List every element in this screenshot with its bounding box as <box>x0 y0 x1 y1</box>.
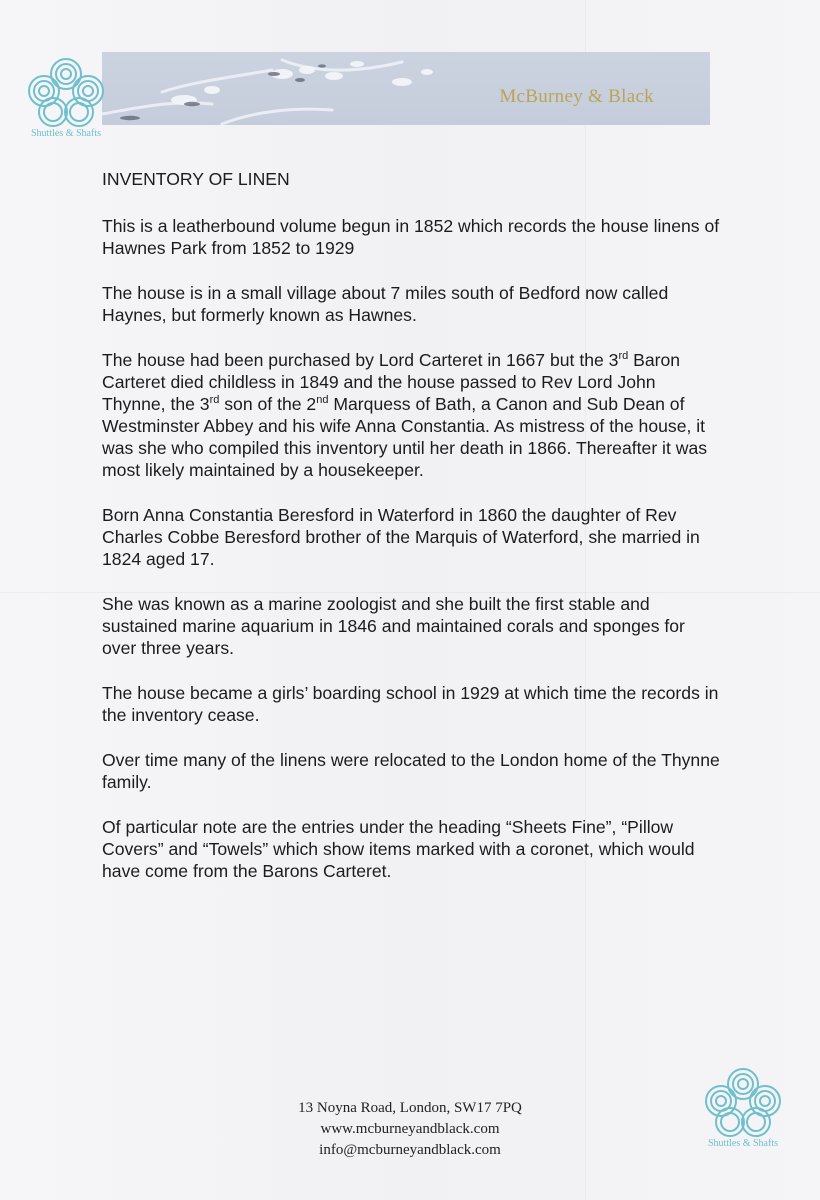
knot-flower-icon <box>703 1066 783 1138</box>
footer-email: info@mcburneyandblack.com <box>319 1142 501 1158</box>
document-title: INVENTORY OF LINEN <box>102 169 290 189</box>
knot-flower-icon <box>26 56 106 128</box>
paragraph-7: Over time many of the linens were relocated to the London home of the Thynne family. <box>102 750 720 792</box>
footer-contact <box>260 1098 560 1161</box>
paragraph-5: She was known as a marine zoologist and she built the first stable and sustained marine aquarium in 1846 and maintained corals and sponges for over three years. <box>102 594 685 658</box>
paragraph-3: The house had been purchased by Lord Carteret in 1667 but the 3rd Baron Carteret died childless in 1849 and the house passed to Rev Lord John Thynne, the 3rd son of the 2nd Marquess of Bath, a Canon and Sub Dean of Westminster Abbey and his wife Anna Constantia. As mistress of the house, it was she who compiled this inventory until her death in 1866. Thereafter it was most likely maintained by a housekeeper. <box>102 350 708 480</box>
brand-name: McBurney & Black <box>499 86 654 107</box>
logo-bottom <box>702 1066 784 1149</box>
paragraph-2: The house is in a small village about 7 miles south of Bedford now called Haynes, but formerly known as Hawnes. <box>102 283 669 325</box>
paragraph-6: The house became a girls’ boarding school in 1929 at which time the records in the inventory cease. <box>102 683 719 725</box>
footer-address: 13 Noyna Road, London, SW17 7PQ <box>298 1100 522 1116</box>
logo-caption: Shuttles & Shafts <box>30 128 101 139</box>
paragraph-8: Of particular note are the entries under the heading “Sheets Fine”, “Pillow Covers” and “Towels” which show items marked with a coronet, which would have come from the Barons Carteret. <box>102 817 695 881</box>
document-body <box>102 168 722 905</box>
logo-caption: Shuttles & Shafts <box>707 1138 778 1149</box>
header-banner <box>102 52 710 125</box>
paragraph-4: Born Anna Constantia Beresford in Waterford in 1860 the daughter of Rev Charles Cobbe Beresford brother of the Marquis of Waterford, she married in 1824 aged 17. <box>102 505 700 569</box>
footer-website: www.mcburneyandblack.com <box>320 1121 500 1137</box>
logo-top <box>24 56 108 139</box>
paragraph-1: This is a leatherbound volume begun in 1852 which records the house linens of Hawnes Park from 1852 to 1929 <box>102 216 720 258</box>
